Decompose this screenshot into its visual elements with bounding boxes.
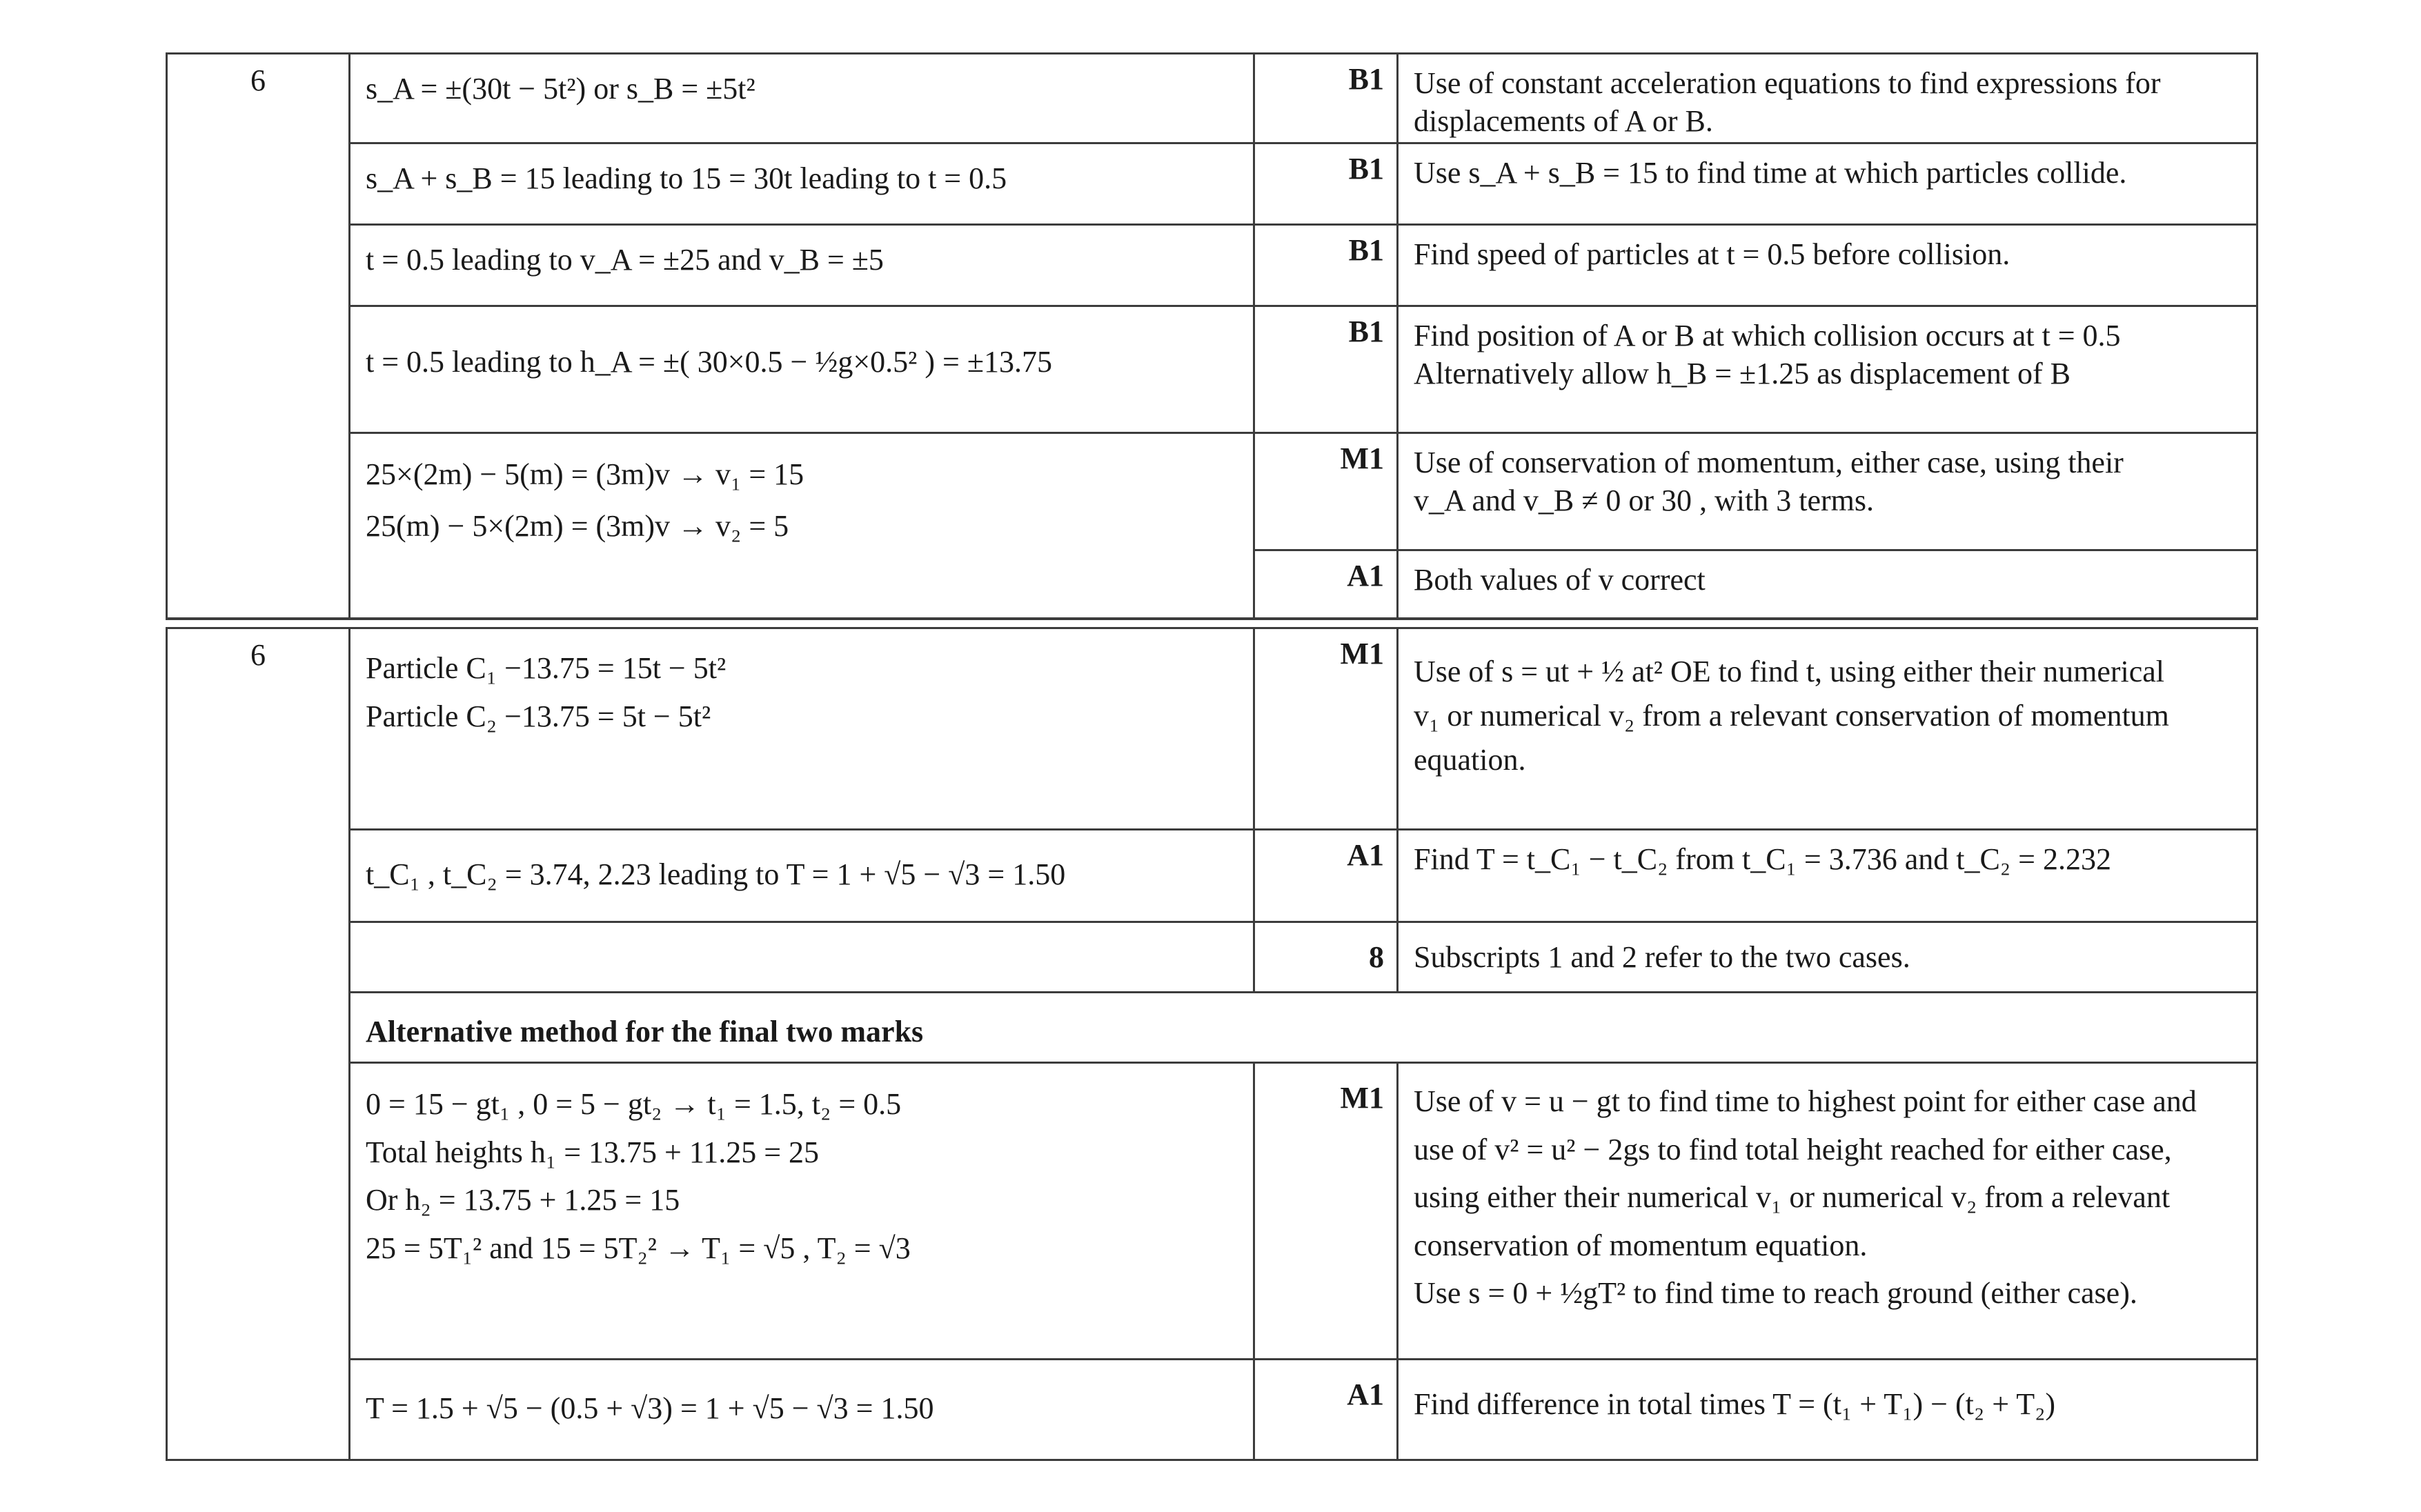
guidance-line: equation. [1414, 742, 1526, 777]
mark-scheme-table-b [166, 627, 2258, 1461]
mark-cell: A1 [1254, 550, 1398, 619]
answer-cell [350, 433, 1254, 619]
guidance-line: Use of s = ut + ½ at² OE to find t, using either their numerical [1414, 655, 2165, 688]
guidance-cell [1398, 225, 2257, 306]
question-number: 6 [167, 628, 350, 1460]
answer-line: s_A + s_B = 15 leading to 15 = 30t leading to t = 0.5 [366, 161, 1007, 195]
guidance-cell [1398, 54, 2257, 143]
mark-cell: B1 [1254, 54, 1398, 143]
table-row [167, 225, 2257, 306]
answer-line: t = 0.5 leading to h_A = ±( 30×0.5 − ½g×0.5² ) = ±13.75 [366, 345, 1052, 379]
guidance-line: v_A and v_B ≠ 0 or 30 , with 3 terms. [1414, 484, 1875, 517]
guidance-line: displacements of A or B. [1414, 104, 1713, 138]
answer-cell [350, 54, 1254, 143]
mark-cell: M1 [1254, 628, 1398, 830]
guidance-line: v₁ or numerical v₂ from a relevant conservation of momentum [1414, 698, 2169, 733]
guidance-cell [1398, 550, 2257, 619]
guidance-line: Find T = t_C₁ − t_C₂ from t_C₁ = 3.736 and t_C₂ = 2.232 [1414, 842, 2111, 876]
answer-line: Particle C₁ −13.75 = 15t − 5t² [366, 651, 727, 685]
guidance-line: using either their numerical v₁ or numerical v₂ from a relevant [1414, 1180, 2171, 1215]
guidance-line: use of v² = u² − 2gs to find total height reached for either case, [1414, 1132, 2172, 1166]
answer-cell [350, 1360, 1254, 1460]
guidance-cell [1398, 830, 2257, 922]
question-number: 6 [167, 54, 350, 619]
answer-cell [350, 830, 1254, 922]
guidance-cell [1398, 1360, 2257, 1460]
guidance-cell [1398, 628, 2257, 830]
answer-line: 0 = 15 − gt₁ , 0 = 5 − gt₂ → t₁ = 1.5, t₂ = 0.5 [366, 1087, 902, 1121]
table-row [167, 306, 2257, 433]
mark-cell: A1 [1254, 830, 1398, 922]
answer-cell [350, 628, 1254, 830]
table-row [167, 433, 2257, 550]
answer-line: t = 0.5 leading to v_A = ±25 and v_B = ±5 [366, 243, 884, 277]
answer-line: Or h₂ = 13.75 + 1.25 = 15 [366, 1183, 680, 1217]
guidance-line: Find position of A or B at which collision occurs at t = 0.5 [1414, 319, 2121, 352]
mark-cell: B1 [1254, 306, 1398, 433]
guidance-line: Subscripts 1 and 2 refer to the two cases. [1414, 940, 1910, 974]
answer-line: Particle C₂ −13.75 = 5t − 5t² [366, 699, 711, 734]
guidance-cell [1398, 143, 2257, 225]
table-row [167, 143, 2257, 225]
guidance-cell [1398, 433, 2257, 550]
alternative-method-heading: Alternative method for the final two marks [350, 993, 2257, 1063]
guidance-line: Find difference in total times T = (t₁ + T₁) − (t₂ + T₂) [1414, 1387, 2056, 1421]
guidance-line: Use s = 0 + ½gT² to find time to reach ground (either case). [1414, 1276, 2137, 1311]
guidance-line: Use of v = u − gt to find time to highest point for either case and [1414, 1084, 2197, 1118]
table-row [167, 1063, 2257, 1360]
mark-cell: M1 [1254, 433, 1398, 550]
mark-cell: A1 [1254, 1360, 1398, 1460]
guidance-cell [1398, 1063, 2257, 1360]
answer-cell [350, 306, 1254, 433]
guidance-line: Use of constant acceleration equations to find expressions for [1414, 66, 2161, 100]
answer-line: 25(m) − 5×(2m) = (3m)v → v₂ = 5 [366, 508, 789, 543]
answer-line: T = 1.5 + √5 − (0.5 + √3) = 1 + √5 − √3 = 1.50 [366, 1391, 934, 1425]
table-row [167, 54, 2257, 143]
guidance-line: Both values of v correct [1414, 563, 1706, 597]
answer-line: 25 = 5T₁² and 15 = 5T₂² → T₁ = √5 , T₂ = √3 [366, 1231, 911, 1265]
answer-cell [350, 1063, 1254, 1360]
answer-line: 25×(2m) − 5(m) = (3m)v → v₁ = 15 [366, 457, 804, 491]
guidance-cell [1398, 922, 2257, 993]
table-row [167, 922, 2257, 993]
guidance-cell [1398, 306, 2257, 433]
table-row [167, 993, 2257, 1063]
answer-line: t_C₁ , t_C₂ = 3.74, 2.23 leading to T = 1 + √5 − √3 = 1.50 [366, 857, 1066, 891]
answer-line: s_A = ±(30t − 5t²) or s_B = ±5t² [366, 72, 755, 106]
section-divider [166, 617, 2256, 619]
guidance-line: Use s_A + s_B = 15 to find time at which particles collide. [1414, 156, 2127, 190]
mark-cell: M1 [1254, 1063, 1398, 1360]
answer-cell [350, 922, 1254, 993]
guidance-line: Use of conservation of momentum, either case, using their [1414, 446, 2124, 479]
table-row [167, 628, 2257, 830]
table-row [167, 1360, 2257, 1460]
guidance-line: conservation of momentum equation. [1414, 1228, 1868, 1262]
answer-line: Total heights h₁ = 13.75 + 11.25 = 25 [366, 1135, 820, 1169]
answer-cell [350, 143, 1254, 225]
mark-cell: B1 [1254, 225, 1398, 306]
table-row [167, 830, 2257, 922]
mark-scheme-table-a [166, 52, 2258, 620]
guidance-line: Alternatively allow h_B = ±1.25 as displacement of B [1414, 357, 2071, 390]
guidance-line: Find speed of particles at t = 0.5 before collision. [1414, 237, 2010, 271]
answer-cell [350, 225, 1254, 306]
total-mark-cell: 8 [1254, 922, 1398, 993]
mark-cell: B1 [1254, 143, 1398, 225]
